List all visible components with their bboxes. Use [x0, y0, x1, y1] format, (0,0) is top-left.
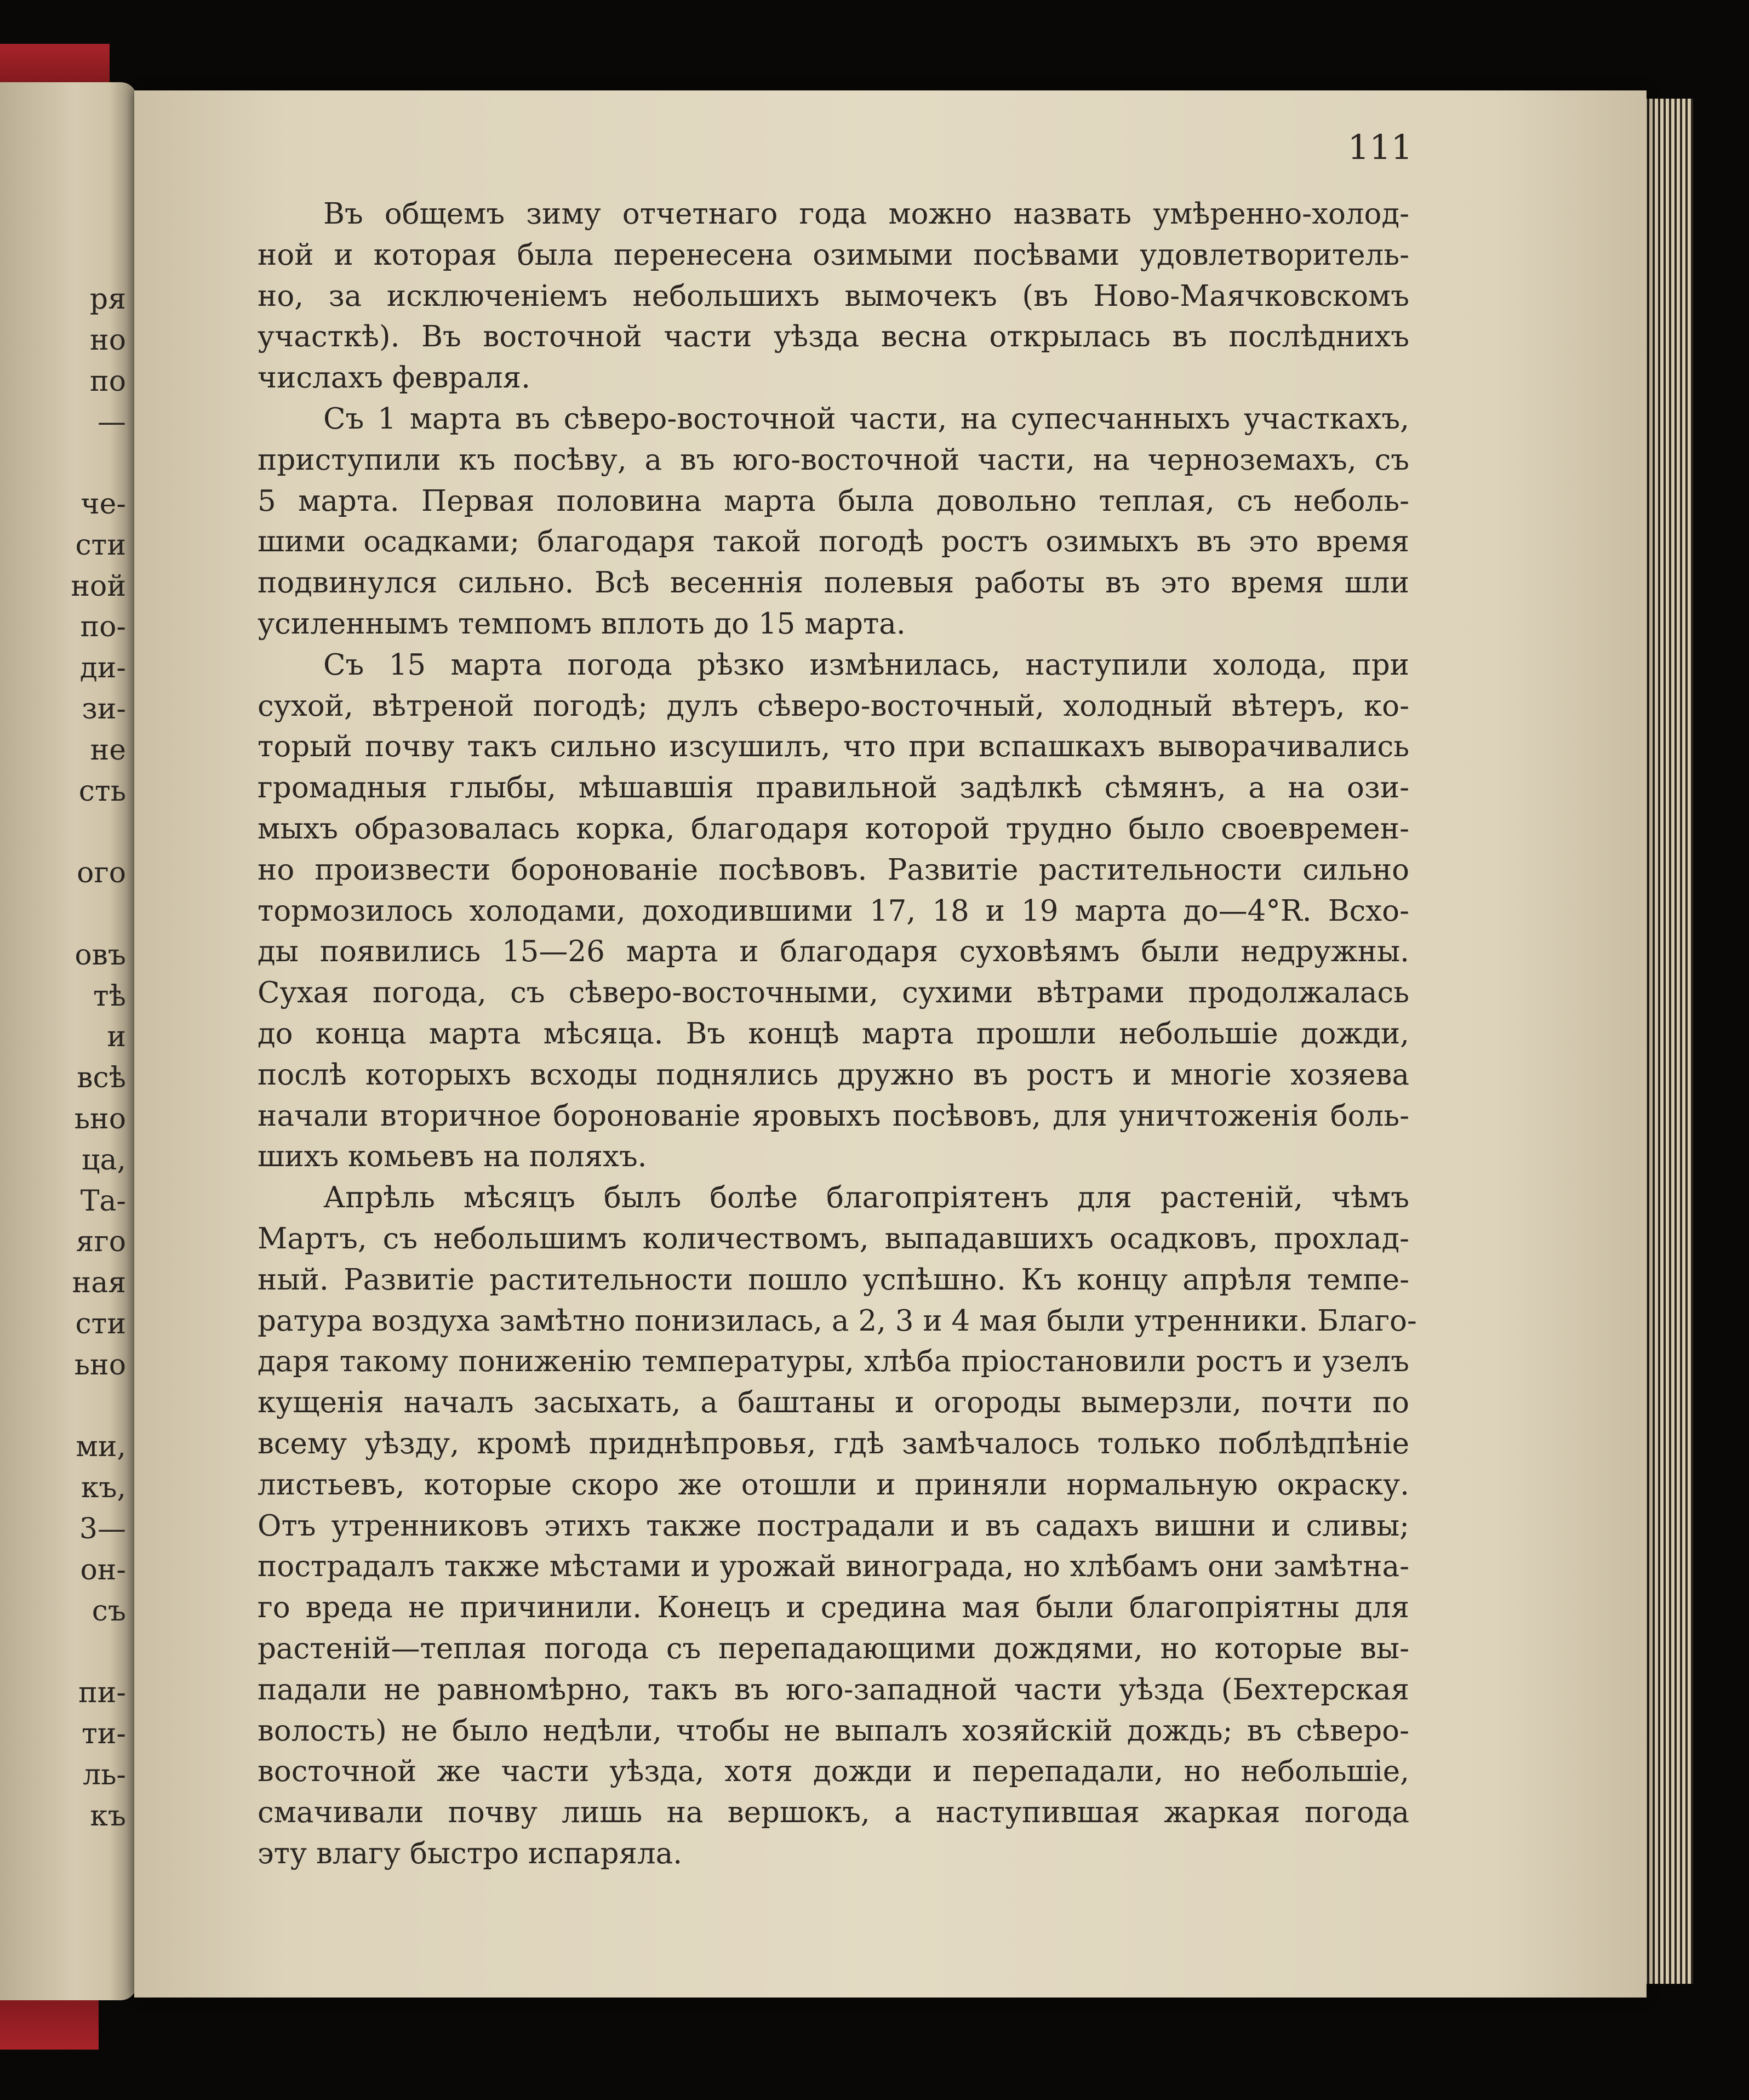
- left-page-fragment: сть: [78, 774, 126, 808]
- text-line: мыхъ образовалась корка, благодаря которой трудно было своевремен-: [258, 812, 1409, 846]
- left-page-text-fragments: [0, 285, 126, 1984]
- left-page-fragment: пи-: [78, 1676, 126, 1710]
- text-line: но произвести боронованіе посѣвовъ. Развитіе растительности сильно: [258, 853, 1409, 887]
- text-line: го вреда не причинили. Конецъ и средина мая были благопріятны для: [258, 1591, 1409, 1625]
- left-facing-page: [0, 82, 137, 2000]
- text-line: шихъ комьевъ на поляхъ.: [258, 1140, 647, 1174]
- left-page-fragment: ого: [77, 857, 126, 890]
- left-page-fragment: зи-: [82, 693, 126, 726]
- left-page-fragment: не: [90, 733, 126, 767]
- left-page-fragment: по-: [80, 610, 126, 644]
- text-line: листьевъ, которые скоро же отошли и приняли нормальную окраску.: [258, 1468, 1409, 1502]
- left-page-fragment: ьно: [74, 1103, 126, 1135]
- text-line: ды появились 15—26 марта и благодаря суховѣямъ были недружны.: [258, 935, 1409, 969]
- page-number: 111: [1347, 127, 1413, 167]
- text-line: 5 марта. Первая половина марта была довольно теплая, съ неболь-: [258, 484, 1409, 518]
- text-line: но, за исключеніемъ небольшихъ вымочекъ (въ Ново-Маячковскомъ: [258, 279, 1409, 313]
- text-line: начали вторичное боронованіе яровыхъ посѣвовъ, для уничтоженія боль-: [258, 1099, 1409, 1133]
- text-line: участкѣ). Въ восточной части уѣзда весна открылась въ послѣднихъ: [258, 320, 1409, 354]
- text-line: Мартъ, съ небольшимъ количествомъ, выпадавшихъ осадковъ, прохлад-: [258, 1222, 1409, 1256]
- text-line: тормозилось холодами, доходившими 17, 18 и 19 марта до—4°R. Всхо-: [258, 894, 1409, 928]
- left-page-fragment: и: [107, 1020, 126, 1054]
- text-line: Апрѣль мѣсяцъ былъ болѣе благопріятенъ для растеній, чѣмъ: [323, 1181, 1409, 1215]
- text-line: усиленнымъ темпомъ вплоть до 15 марта.: [258, 607, 906, 641]
- left-page-fragment: сти: [75, 1308, 126, 1340]
- left-page-fragment: ти-: [82, 1717, 126, 1750]
- page-stack-edges: [1644, 99, 1693, 1984]
- text-line: шими осадками; благодаря такой погодѣ ростъ озимыхъ въ это время: [258, 525, 1409, 559]
- left-page-fragment: съ: [92, 1594, 126, 1628]
- text-line: всему уѣзду, кромѣ приднѣпровья, гдѣ замѣчалось только поблѣдпѣніе: [258, 1427, 1409, 1460]
- text-line: эту влагу быстро испаряла.: [258, 1837, 683, 1870]
- text-line: Съ 1 марта въ сѣверо-восточной части, на супесчанныхъ участкахъ,: [323, 402, 1409, 436]
- text-line: сухой, вѣтреной погодѣ; дулъ сѣверо-восточный, холодный вѣтеръ, ко-: [258, 689, 1409, 723]
- left-page-fragment: ди-: [79, 652, 126, 685]
- left-page-fragment: ль-: [83, 1758, 126, 1791]
- text-line: приступили къ посѣву, а въ юго-восточной части, на черноземахъ, съ: [258, 443, 1409, 477]
- text-line: ный. Развитіе растительности пошло успѣшно. Къ концу апрѣля темпе-: [258, 1263, 1409, 1297]
- text-line: пострадалъ также мѣстами и урожай винограда, но хлѣбамъ они замѣтна-: [258, 1550, 1409, 1584]
- left-page-fragment: ной: [71, 569, 126, 603]
- text-line: до конца марта мѣсяца. Въ концѣ марта прошли небольшіе дожди,: [258, 1017, 1409, 1051]
- text-line: кущенія началъ засыхать, а баштаны и огороды вымерзли, почти по: [258, 1386, 1409, 1420]
- left-page-fragment: он-: [80, 1553, 126, 1587]
- left-page-fragment: по: [90, 364, 126, 398]
- left-page-fragment: ьно: [74, 1348, 126, 1382]
- text-line: растеній—теплая погода съ перепадающими дождями, но которые вы-: [258, 1632, 1409, 1665]
- text-line: смачивали почву лишь на вершокъ, а наступившая жаркая погода: [258, 1796, 1409, 1830]
- left-page-fragment: Та-: [80, 1184, 126, 1218]
- left-page-fragment: овъ: [75, 938, 126, 972]
- text-line: Съ 15 марта погода рѣзко измѣнилась, наступили холода, при: [323, 648, 1409, 682]
- text-line: числахъ февраля.: [258, 361, 530, 395]
- left-page-fragment: яго: [76, 1225, 126, 1259]
- text-line: подвинулся сильно. Всѣ весеннія полевыя работы въ это время шли: [258, 566, 1409, 600]
- text-line: Отъ утренниковъ этихъ также пострадали и въ садахъ вишни и сливы;: [258, 1509, 1409, 1543]
- text-line: Въ общемъ зиму отчетнаго года можно назвать умѣренно-холод-: [323, 197, 1409, 231]
- text-line: ной и которая была перенесена озимыми посѣвами удовлетворитель-: [258, 238, 1409, 272]
- left-page-fragment: ца,: [82, 1143, 126, 1177]
- text-line: даря такому пониженію температуры, хлѣба пріостановили ростъ и узелъ: [258, 1345, 1409, 1379]
- left-page-fragment: тѣ: [93, 979, 126, 1013]
- left-page-fragment: 3—: [79, 1513, 126, 1545]
- left-page-fragment: —: [98, 406, 126, 439]
- text-line: волость) не было недѣли, чтобы не выпалъ хозяйскій дождь; въ сѣверо-: [258, 1714, 1409, 1748]
- left-page-fragment: ная: [72, 1266, 126, 1300]
- text-line: восточной же части уѣзда, хотя дожди и перепадали, но небольшіе,: [258, 1755, 1409, 1789]
- left-page-fragment: ми,: [76, 1430, 126, 1464]
- left-page-fragment: сти: [75, 528, 126, 562]
- left-page-fragment: къ: [90, 1799, 126, 1833]
- left-page-fragment: къ,: [81, 1471, 126, 1505]
- text-line: Сухая погода, съ сѣверо-восточными, сухими вѣтрами продолжалась: [258, 976, 1409, 1010]
- left-page-fragment: че-: [81, 488, 126, 521]
- left-page-fragment: но: [90, 323, 126, 357]
- text-line: ратура воздуха замѣтно понизилась, а 2, 3 и 4 мая были утренники. Благо-: [258, 1304, 1417, 1338]
- text-line: громадныя глыбы, мѣшавшія правильной задѣлкѣ сѣмянъ, а на ози-: [258, 771, 1409, 805]
- text-line: послѣ которыхъ всходы поднялись дружно въ ростъ и многіе хозяева: [258, 1058, 1409, 1092]
- text-line: торый почву такъ сильно изсушилъ, что при вспашкахъ выворачивались: [258, 730, 1409, 764]
- left-page-fragment: всѣ: [77, 1062, 126, 1095]
- left-page-fragment: ря: [89, 283, 126, 316]
- text-line: падали не равномѣрно, такъ въ юго-западной части уѣзда (Бехтерская: [258, 1673, 1409, 1707]
